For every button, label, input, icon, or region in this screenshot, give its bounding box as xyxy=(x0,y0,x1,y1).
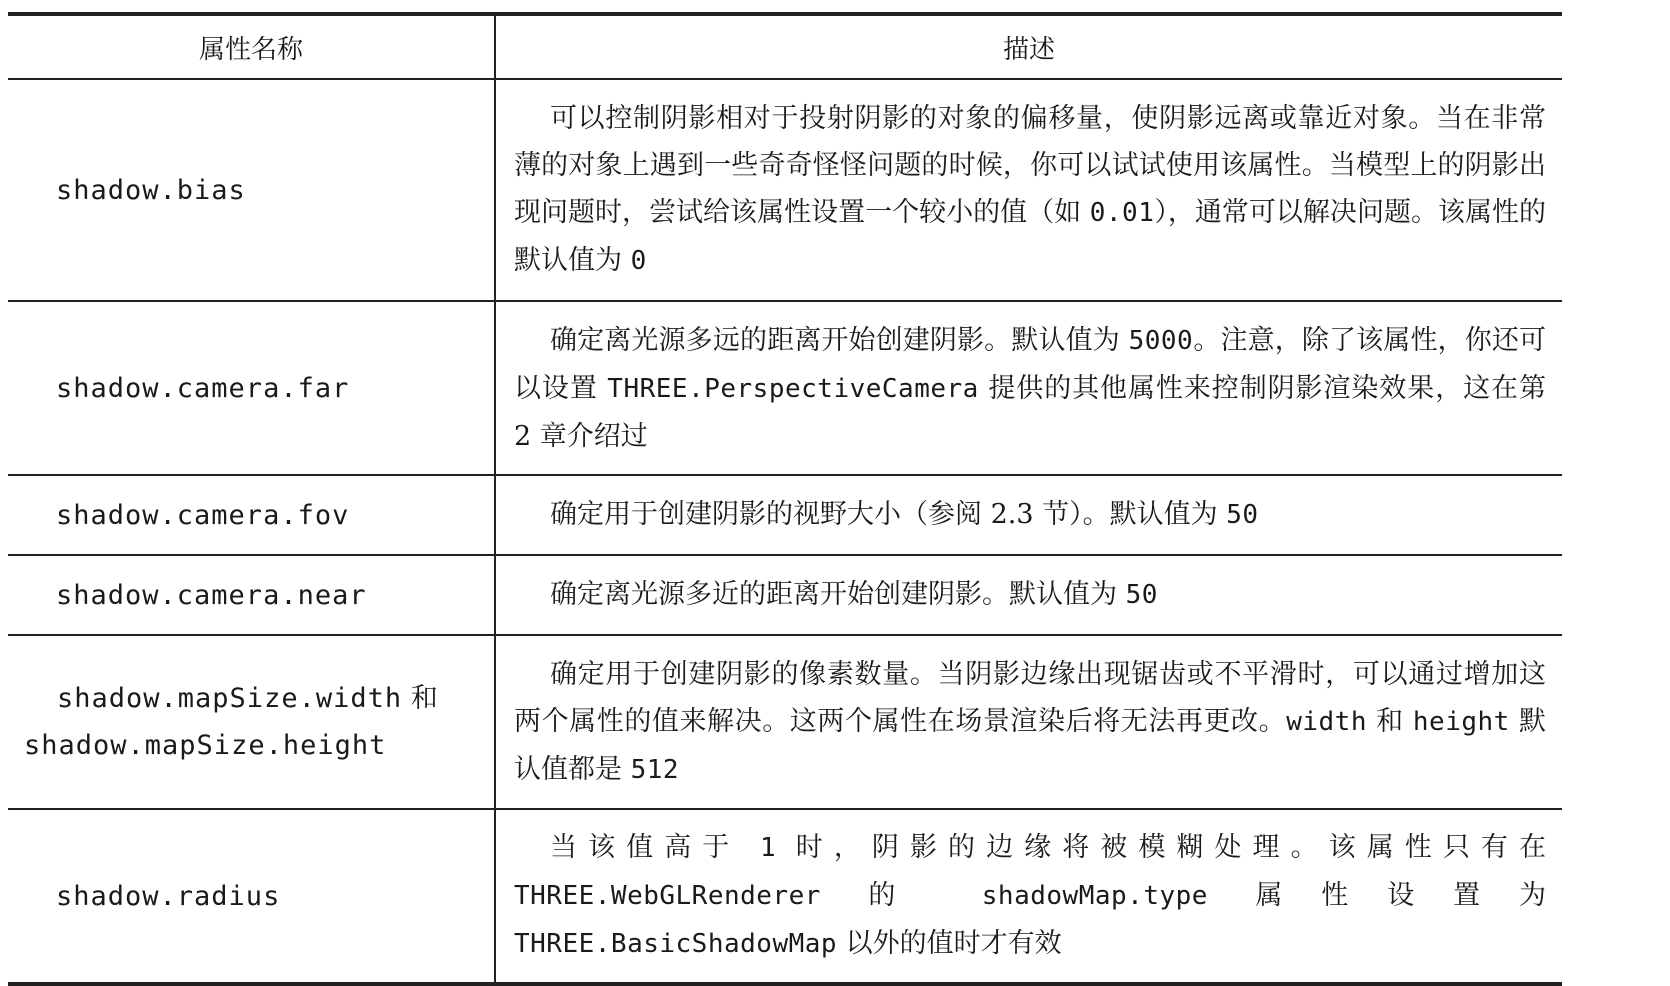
code-text: THREE.WebGLRenderer xyxy=(514,881,821,911)
description-text: 确定用于创建阴影的像素数量。当阴影边缘出现锯齿或不平滑时，可以通过增加这两个属性的值来解决。这两个属性在场景渲染后将无法再更改。 xyxy=(514,658,1546,737)
description-text: 。注意，除了该属性，你还可以设置 xyxy=(514,324,1546,404)
table-row xyxy=(8,475,1562,555)
table-row xyxy=(8,555,1562,635)
table-row xyxy=(8,635,1562,809)
code-text: 1 xyxy=(759,833,777,863)
header-description: 描述 xyxy=(495,14,1562,79)
property-name: shadow.bias xyxy=(8,79,495,301)
code-text: width xyxy=(1286,706,1367,737)
header-property-name: 属性名称 xyxy=(8,14,495,79)
code-text: THREE.BasicShadowMap xyxy=(514,929,838,959)
code-text: 50 xyxy=(1125,580,1158,610)
description-text: 和 xyxy=(1367,705,1413,737)
code-text: height xyxy=(1412,706,1510,737)
description-text: 确定离光源多近的距离开始创建阴影。默认值为 xyxy=(550,579,1126,610)
description-text: 默认值都是 xyxy=(514,705,1546,785)
description-text: 当该值高于 xyxy=(550,832,760,863)
description-text: 确定用于创建阴影的视野大小（参阅 2.3 节）。默认值为 xyxy=(550,499,1227,530)
code-text: 0 xyxy=(630,246,647,276)
code-text: 512 xyxy=(630,754,680,785)
code-text: 50 xyxy=(1226,500,1259,530)
property-name-height: shadow.mapSize.height xyxy=(24,730,387,761)
property-description xyxy=(495,79,1562,301)
code-text: THREE.PerspectiveCamera xyxy=(607,373,979,404)
description-text: 属性设置为 xyxy=(1207,880,1546,911)
table-row xyxy=(8,301,1562,475)
property-name xyxy=(8,635,495,809)
code-text: 5000 xyxy=(1128,325,1194,356)
property-name: shadow.camera.near xyxy=(8,555,495,635)
description-text: 可以控制阴影相对于投射阴影的对象的偏移量，使阴影远离或靠近对象。当在非常薄的对象上遇到一些奇奇怪怪问题的时候，你可以试试使用该属性。当模型上的阴影出现问题时，尝试给该属性设置一个较小的值（如 xyxy=(514,103,1546,228)
table-header-row xyxy=(8,14,1562,79)
description-text: 确定离光源多远的距离开始创建阴影。默认值为 xyxy=(550,324,1129,356)
property-name: shadow.radius xyxy=(56,880,281,912)
property-name: shadow.camera.fov xyxy=(8,475,495,555)
description-text: ），通常可以解决问题。该属性的默认值为 xyxy=(514,197,1546,276)
description-text: 提供的其他属性来控制阴影渲染效果，这在第 2 章介绍过 xyxy=(514,372,1546,452)
property-table xyxy=(8,12,1562,986)
property-name-width: shadow.mapSize.width xyxy=(57,683,403,714)
table-row xyxy=(8,79,1562,301)
description-text: 时，阴影的边缘将被模糊处理。该属性只有在 xyxy=(776,832,1546,863)
code-text: shadowMap.type xyxy=(981,881,1208,911)
property-description xyxy=(495,809,1562,984)
property-description xyxy=(495,635,1562,809)
property-description xyxy=(495,555,1562,635)
property-name-conjunction: 和 xyxy=(402,683,438,714)
code-text: 0.01 xyxy=(1089,198,1155,228)
property-description xyxy=(495,475,1562,555)
property-name: shadow.camera.far xyxy=(8,301,495,475)
property-description xyxy=(495,301,1562,475)
description-text: 以外的值时才有效 xyxy=(837,928,1062,959)
description-text: 的 xyxy=(820,880,982,911)
table-row xyxy=(8,809,1562,984)
